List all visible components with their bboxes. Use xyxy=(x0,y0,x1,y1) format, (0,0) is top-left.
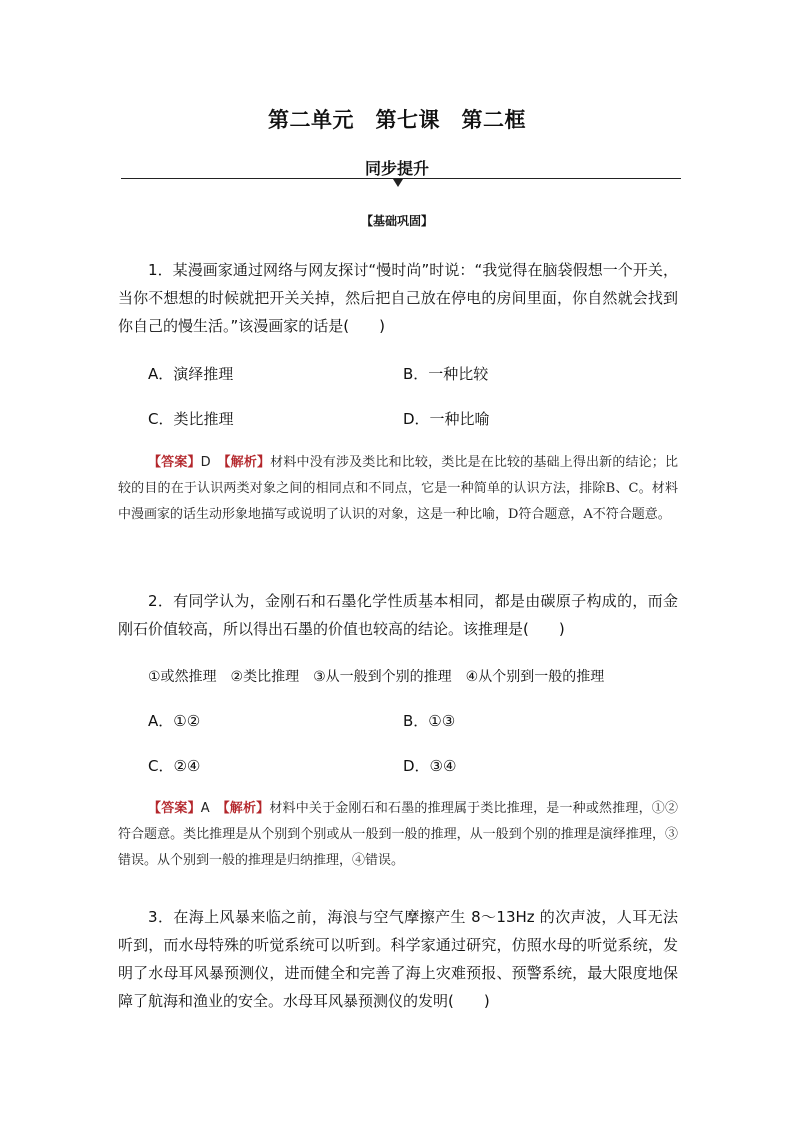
section-label: 【基础巩固】 xyxy=(360,214,433,228)
answer-value: D xyxy=(200,455,211,470)
question-2-answer xyxy=(118,796,678,874)
question-2-option-d: D．③④ xyxy=(403,757,457,775)
analysis-tag: 【解析】 xyxy=(224,455,271,470)
triangle-down-icon xyxy=(393,179,403,187)
question-2-option-b: B．①③ xyxy=(403,712,456,730)
question-1-option-d: D．一种比喻 xyxy=(403,410,490,428)
question-1-answer xyxy=(118,450,678,528)
question-2-option-c: C．②④ xyxy=(148,757,201,775)
answer-tag: 【答案】 xyxy=(148,801,201,816)
answer-tag: 【答案】 xyxy=(148,455,201,470)
page-title: 第二单元 第七课 第二框 xyxy=(268,107,526,132)
question-1-option-a: A．演绎推理 xyxy=(148,365,234,383)
question-1-option-c: C．类比推理 xyxy=(148,410,234,428)
question-2-items: ①或然推理 ②类比推理 ③从一般到个别的推理 ④从个别到一般的推理 xyxy=(148,669,605,685)
question-2-option-a: A．①② xyxy=(148,712,201,730)
question-1-option-b: B．一种比较 xyxy=(403,365,489,383)
question-1-text: 1．某漫画家通过网络与网友探讨“慢时尚”时说：“我觉得在脑袋假想一个开关，当你不想想的时候就把开关关掉，然后把自己放在停电的房间里面，你自然就会找到你自己的慢生活。”该漫画家的话是( ) xyxy=(118,261,678,335)
question-3-text: 3．在海上风暴来临之前，海浪与空气摩擦产生 8～13Hz 的次声波，人耳无法听到，而水母特殊的听觉系统可以听到。科学家通过研究，仿照水母的听觉系统，发明了水母耳风暴预测仪，进而健全和完善了海上灾难预报、预警系统，最大限度地保障了航海和渔业的安全。水母耳风暴预测仪的发明( ) xyxy=(118,908,678,1010)
analysis-text: 材料中关于金刚石和石墨的推理属于类比推理，是一种或然推理，①②符合题意。类比推理是从个别到个别或从一般到一般的推理，从一般到个别的推理是演绎推理，③错误。从个别到一般的推理是归纳推理，④错误。 xyxy=(118,801,678,868)
question-2-text: 2．有同学认为，金刚石和石墨化学性质基本相同，都是由碳原子构成的，而金刚石价值较高，所以得出石墨的价值也较高的结论。该推理是( ) xyxy=(118,592,678,638)
answer-value: A xyxy=(200,801,210,816)
analysis-tag: 【解析】 xyxy=(223,801,270,816)
page-subtitle: 同步提升 xyxy=(364,159,429,178)
analysis-text: 材料中没有涉及类比和比较，类比是在比较的基础上得出新的结论；比较的目的在于认识两类对象之间的相同点和不同点，它是一种简单的认识方法，排除B、C。材料中漫画家的话生动形象地描写或说明了认识的对象，这是一种比喻，D符合题意，A不符合题意。 xyxy=(118,455,678,522)
